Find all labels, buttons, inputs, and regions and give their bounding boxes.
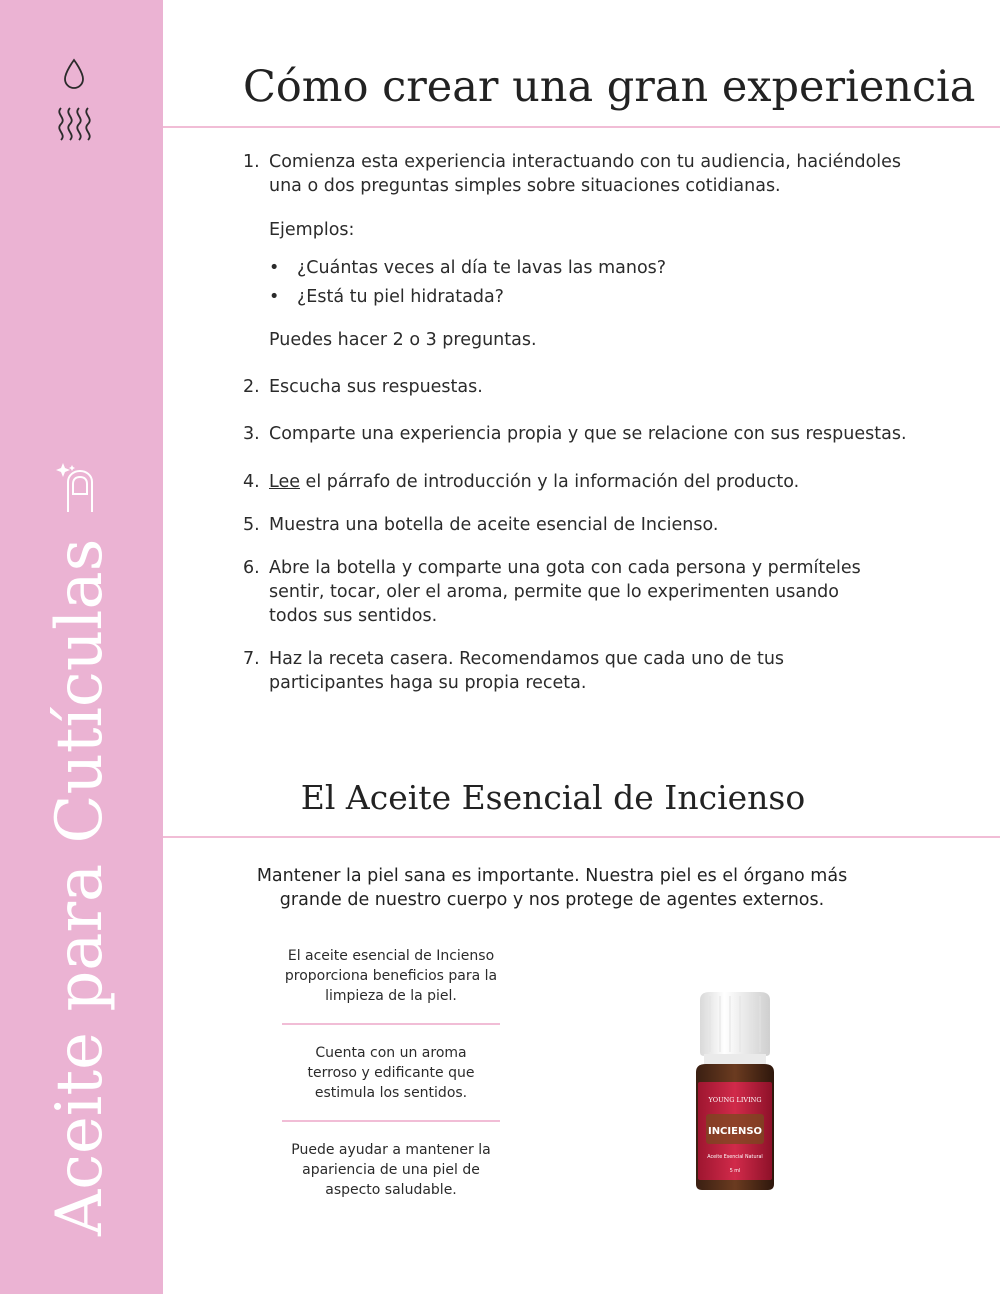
list-item (243, 470, 923, 494)
list-item (243, 647, 923, 695)
step-text: Comparte una experiencia propia y que se relacione con sus respuestas. (269, 424, 907, 444)
step-number: 3. (243, 424, 260, 444)
step-number: 4. (243, 472, 260, 492)
bottle-product-name: INCIENSO (707, 1126, 763, 1137)
list-item (243, 556, 923, 628)
bullet-mark: • (269, 287, 280, 307)
step-text: Escucha sus respuestas. (269, 377, 483, 397)
step-number: 7. (243, 649, 260, 669)
step-text: Muestra una botella de aceite esencial de Incienso. (269, 515, 719, 535)
vertical-title: Aceite para Cutículas (43, 538, 117, 1236)
step-number: 5. (243, 515, 260, 535)
nail-sparkle-icon (56, 460, 100, 514)
benefit-item: El aceite esencial de Incienso proporciona beneficios para la limpieza de la piel. (284, 948, 498, 1004)
benefit-item: Cuenta con un aroma terroso y edificante que estimula los sentidos. (307, 1045, 475, 1101)
page-title: Cómo crear una gran experiencia (243, 62, 976, 112)
list-item (243, 513, 923, 537)
list-item (243, 375, 923, 399)
list-item (243, 150, 923, 198)
step-text: el párrafo de introducción y la información del producto. (299, 472, 800, 492)
example-item (269, 285, 923, 309)
example-text: ¿Cuántas veces al día te lavas las manos? (297, 258, 667, 278)
step-number: 2. (243, 377, 260, 397)
product-bottle-image (690, 990, 780, 1192)
benefits-list (282, 946, 500, 1200)
steam-icon (54, 106, 96, 144)
step-text: Abre la botella y comparte una gota con cada persona y permíteles sentir, tocar, oler el aroma, permite que lo experimenten usando todos sus sentidos. (269, 558, 861, 626)
bullet-mark: • (269, 258, 280, 278)
steps-list (243, 150, 923, 695)
step-number: 6. (243, 558, 260, 578)
bottle-volume: 5 ml (729, 1169, 741, 1174)
example-item (269, 256, 923, 280)
step-number: 1. (243, 152, 260, 172)
examples-block (243, 218, 923, 352)
questions-note: Puedes hacer 2 o 3 preguntas. (269, 330, 537, 350)
section-title: El Aceite Esencial de Incienso (300, 778, 806, 817)
section-intro: Mantener la piel sana es importante. Nuestra piel es el órgano más grande de nuestro cuerpo y nos protege de agentes externos. (256, 866, 848, 910)
bottle-brand-text: YOUNG LIVING (708, 1096, 762, 1104)
benefit-item: Puede ayudar a mantener la apariencia de una piel de aspecto saludable. (291, 1142, 491, 1198)
benefit-divider (282, 1023, 500, 1025)
list-item (243, 422, 923, 446)
example-text: ¿Está tu piel hidratada? (297, 287, 504, 307)
title-divider (163, 126, 1000, 128)
section-divider (163, 836, 1000, 838)
step-text: Haz la receta casera. Recomendamos que cada uno de tus participantes haga su propia receta. (269, 649, 785, 693)
step-text: Comienza esta experiencia interactuando con tu audiencia, haciéndoles una o dos preguntas simples sobre situaciones cotidianas. (269, 152, 902, 196)
examples-label: Ejemplos: (269, 220, 355, 240)
underlined-word: Lee (269, 472, 300, 492)
water-drop-icon (58, 58, 90, 94)
benefit-divider (282, 1120, 500, 1122)
bottle-subtitle: Aceite Esencial Natural (707, 1155, 763, 1160)
sidebar (0, 0, 163, 1294)
